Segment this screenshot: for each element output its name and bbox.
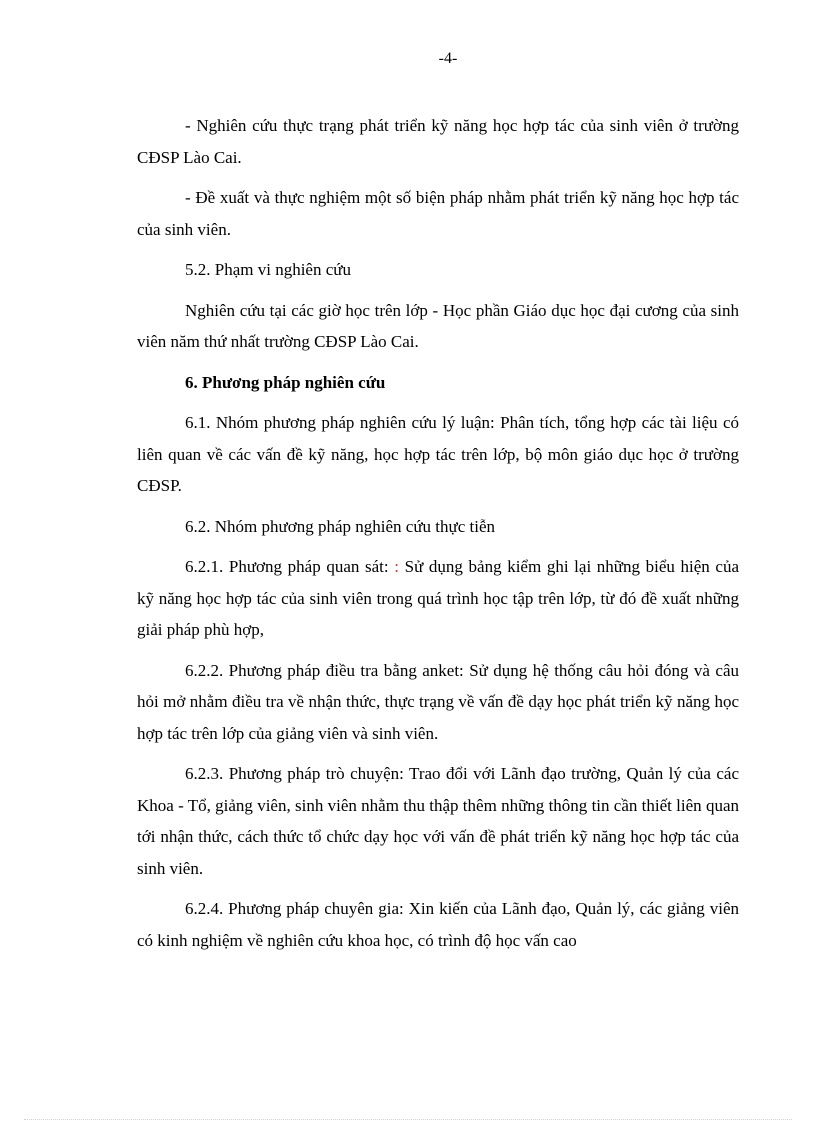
paragraph-expert-method: 6.2.4. Phương pháp chuyên gia: Xin kiến của Lãnh đạo, Quản lý, các giảng viên có kinh nghiệm về nghiên cứu khoa học, có trình độ học vấn cao xyxy=(137,899,739,950)
paragraph-scope-body: Nghiên cứu tại các giờ học trên lớp - Học phần Giáo dục học đại cương của sinh viên năm thứ nhất trường CĐSP Lào Cai. xyxy=(137,300,739,351)
paragraph-survey-method: 6.2.2. Phương pháp điều tra bằng anket: Sử dụng hệ thống câu hỏi đóng và câu hỏi mở nhằm điều tra về nhận thức, thực trạng về vấn đề dạy học phát triển kỹ năng học hợp tác trên lớp của giảng viên và sinh viên. xyxy=(137,660,739,743)
paragraph-propose-measures: - Đề xuất và thực nghiệm một số biện pháp nhằm phát triển kỹ năng học hợp tác của sinh viên. xyxy=(137,188,739,239)
paragraph-scope-heading: 5.2. Phạm vi nghiên cứu xyxy=(185,260,351,279)
paragraph-practical-methods-heading: 6.2. Nhóm phương pháp nghiên cứu thực tiễn xyxy=(185,516,496,536)
page-number: -4- xyxy=(438,50,458,67)
page-bottom-divider xyxy=(24,1119,792,1120)
paragraph-research-status: - Nghiên cứu thực trạng phát triển kỹ năng học hợp tác của sinh viên ở trường CĐSP Lào Cai. xyxy=(137,116,739,167)
section-heading-methods: 6. Phương pháp nghiên cứu xyxy=(185,372,386,392)
observation-rest: Sử dụng bảng kiểm ghi lại những biểu hiện của kỹ năng học hợp tác của sinh viên trong quá trình học tập trên lớp, từ đó đề xuất những giải pháp phù hợp, xyxy=(137,557,740,639)
paragraph-observation-method xyxy=(137,551,739,646)
observation-lead: 6.2.1. Phương pháp quan sát: xyxy=(185,557,395,576)
document-body xyxy=(137,110,739,965)
paragraph-conversation-method: 6.2.3. Phương pháp trò chuyện: Trao đổi với Lãnh đạo trường, Quản lý của các Khoa - Tổ, giảng viên, sinh viên nhằm thu thập thêm những thông tin cần thiết liên quan tới nhận thức, cách thức tổ chức dạy học với vấn đề phát triển kỹ năng học hợp tác của sinh viên. xyxy=(137,764,739,878)
paragraph-theory-methods: 6.1. Nhóm phương pháp nghiên cứu lý luận: Phân tích, tổng hợp các tài liệu có liên quan về các vấn đề kỹ năng, học hợp tác trên lớp, bộ môn giáo dục học ở trường CĐSP. xyxy=(137,413,739,495)
observation-red-colon: : xyxy=(394,557,399,576)
